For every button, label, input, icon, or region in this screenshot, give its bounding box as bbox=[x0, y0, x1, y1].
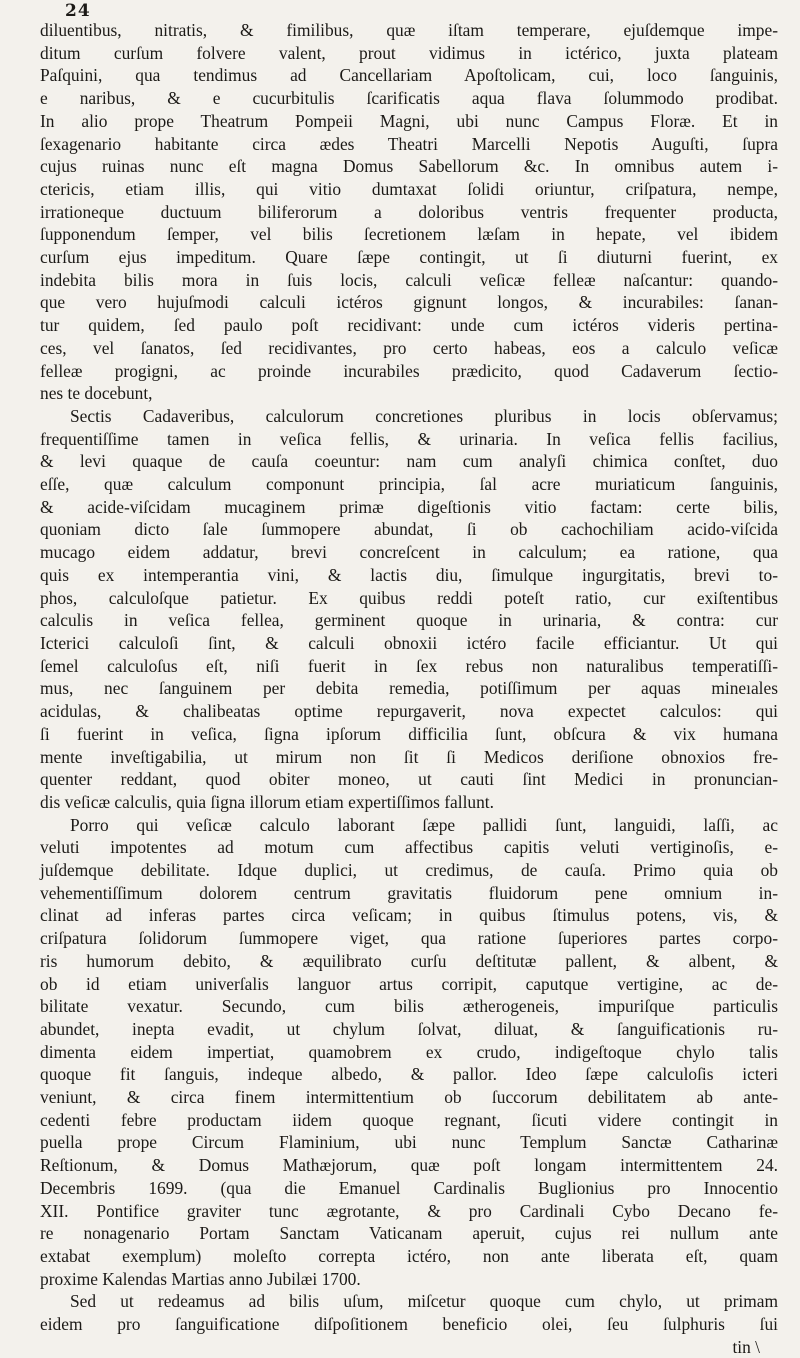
text-line: phos, calculoſque patietur. Ex quibus reddi poteſt ratio, cur exiſtentibus bbox=[40, 587, 778, 608]
text-line: diluentibus, nitratis, & fimilibus, quæ iſtam temperare, ejuſdemque impe- bbox=[40, 20, 778, 40]
text-line: acidulas, & chalibeatas optime repurgaverit, nova expectet calculos: qui bbox=[40, 701, 778, 722]
text-line: & levi quaque de cauſa coeuntur: nam cum analyſi chimica conſtet, duo bbox=[40, 451, 778, 472]
text-line: XII. Pontifice graviter tunc ægrotante, & pro Cardinali Cybo Decano fe- bbox=[40, 1200, 778, 1221]
text-line: Icterici calculoſi ſint, & calculi obnoxii ictéro facile efficiantur. Ut qui bbox=[40, 632, 778, 653]
text-line: ſi fuerint in veſica, ſigna ipſorum difficilia ſunt, obſcura & vix humana bbox=[40, 723, 778, 744]
text-line: puella prope Circum Flaminium, ubi nunc Templum Sanctæ Catharinæ bbox=[40, 1132, 778, 1153]
text-line: cujus ruinas nunc eſt magna Domus Sabellorum &c. In omnibus autem i- bbox=[40, 156, 778, 177]
text-line: calculis in veſica fellea, germinent quoque in urinaria, & contra: cur bbox=[40, 610, 778, 631]
text-line: ctericis, etiam illis, qui vitio dumtaxat ſolidi oriuntur, criſpatura, nempe, bbox=[40, 178, 778, 199]
text-line: veniunt, & circa finem intermittentium ob ſuccorum debilitatem ab ante- bbox=[40, 1087, 778, 1108]
text-line: quoque fit ſanguis, indeque albedo, & pallor. Ideo ſæpe calculoſis icteri bbox=[40, 1064, 778, 1085]
page-number: 24 bbox=[65, 1, 91, 21]
text-line: veluti impotentes ad motum cum affectibus capitis veluti vertiginoſis, e- bbox=[40, 837, 778, 858]
text-line: extabat exemplum) moleſto correpta ictéro, non ante liberata eſt, quam bbox=[40, 1245, 778, 1266]
text-line: & acide-viſcidam mucaginem primæ digeſtionis vitio factam: certe bilis, bbox=[40, 496, 778, 517]
text-line: ſupponendum ſemper, vel bilis ſecretionem læſam in hepate, vel ibidem bbox=[40, 224, 778, 245]
text-line: abundet, inepta evadit, ut chylum ſolvat, diluat, & ſanguificationis ru- bbox=[40, 1018, 778, 1039]
text-line: juſdemque debilitate. Idque duplici, ut credimus, de cauſa. Primo quia ob bbox=[40, 860, 778, 881]
text-line: Sed ut redeamus ad bilis uſum, miſcetur quoque cum chylo, ut primam bbox=[70, 1291, 778, 1312]
text-line: quis ex intemperantia vini, & lactis diu, ſimulque ingurgitatis, brevi to- bbox=[40, 564, 778, 585]
text-line: ſexagenario habitante circa ædes Theatri Marcelli Nepotis Auguſti, ſupra bbox=[40, 133, 778, 154]
text-line: eſſe, quæ calculum componunt principia, ſal acre muriaticum ſanguinis, bbox=[40, 474, 778, 495]
text-line: frequentiſſime tamen in veſica fellis, & urinaria. In veſica fellis facilius, bbox=[40, 428, 778, 449]
text-line: quenter reddant, quod obiter moneo, ut cauti ſint Medici in pronuncian- bbox=[40, 769, 778, 790]
text-line: In alio prope Theatrum Pompeii Magni, ubi nunc Campus Floræ. Et in bbox=[40, 110, 778, 131]
text-line: mus, nec ſanguinem per debita remedia, potiſſimum per aquas mineıales bbox=[40, 678, 778, 699]
text-line: irrationeque ductuum biliferorum a doloribus ventris frequenter producta, bbox=[40, 201, 778, 222]
text-line: ſemel calculoſus eſt, niſi fuerit in ſex rebus non naturalibus temperatiſſi- bbox=[40, 655, 778, 676]
text-line: dimenta eidem impertiat, quamobrem ex crudo, indigeſtoque chylo talis bbox=[40, 1041, 778, 1062]
body-text bbox=[40, 19, 778, 1358]
text-line: quoniam dicto ſale ſummopere abundat, ſi ob cachochiliam acido-viſcida bbox=[40, 519, 778, 540]
text-line: re nonagenario Portam Sanctam Vaticanam aperuit, cujus rei nullum ante bbox=[40, 1223, 778, 1244]
text-line: ob id etiam univerſalis languor artus corripit, caputque vertigine, ac de- bbox=[40, 973, 778, 994]
text-line: clinat ad inferas partes circa veſicam; in quibus ſtimulus potens, vis, & bbox=[40, 905, 778, 926]
text-line: proxime Kalendas Martias anno Jubilæi 1700. bbox=[40, 1268, 361, 1289]
text-line: dis veſicæ calculis, quia ſigna illorum etiam expertiſſimos fallunt. bbox=[40, 791, 494, 812]
text-line: mucago eidem addatur, brevi concreſcent in calculum; ea ratione, qua bbox=[40, 542, 778, 563]
text-line: cedenti febre productam iidem quoque regnant, ſicuti videre contingit in bbox=[40, 1109, 778, 1130]
text-line: ces, vel ſanatos, ſed recidivantes, pro certo habeas, eos a calculo veſicæ bbox=[40, 337, 778, 358]
text-line: ditum curſum folvere valent, prout vidimus in ictérico, juxta plateam bbox=[40, 42, 778, 63]
text-line: eidem pro ſanguificatione diſpoſitionem beneficio olei, ſeu ſulphuris ſui bbox=[40, 1314, 778, 1335]
text-line: criſpatura ſolidorum ſummopere viget, qua ratione ſuperiores partes corpo- bbox=[40, 928, 778, 949]
text-line: que vero hujuſmodi calculi ictéros gignunt longos, & incurabiles: ſanan- bbox=[40, 292, 778, 313]
text-line: tur quidem, ſed paulo poſt recidivant: unde cum ictéros videris pertina- bbox=[40, 315, 778, 336]
text-line: mente inveſtigabilia, ut mirum non ſit ſi Medicos deriſione obnoxios fre- bbox=[40, 746, 778, 767]
text-line: nes te docebunt, bbox=[40, 383, 153, 404]
text-line: Porro qui veſicæ calculo laborant ſæpe pallidi ſunt, languidi, laſſi, ac bbox=[70, 814, 778, 835]
text-line: Paſquini, qua tendimus ad Cancellariam Apoſtolicam, cui, loco ſanguinis, bbox=[40, 65, 778, 86]
text-line: felleæ progigni, ac proinde incurabiles prædicito, quod Cadaverum ſectio- bbox=[40, 360, 778, 381]
text-line: indebita bilis mora in ſuis locis, calculi veſicæ felleæ naſcantur: quando- bbox=[40, 269, 778, 290]
catchword: tin \ bbox=[732, 1336, 760, 1357]
text-line: Decembris 1699. (qua die Emanuel Cardinalis Buglionius pro Innocentio bbox=[40, 1177, 778, 1198]
text-line: ris humorum debito, & æquilibrato curſu deſtitutæ pallent, & albent, & bbox=[40, 950, 778, 971]
text-line: curſum ejus impeditum. Quare ſæpe contingit, ut ſi diuturni fuerint, ex bbox=[40, 247, 778, 268]
text-line: Reſtionum, & Domus Mathæjorum, quæ poſt longam intermittentem 24. bbox=[40, 1155, 778, 1176]
text-line: vehementiſſimum dolorem centrum gravitatis fluidorum pene omnium in- bbox=[40, 882, 778, 903]
text-line: e naribus, & e cucurbitulis ſcarificatis aqua flava ſolummodo prodibat. bbox=[40, 88, 778, 109]
text-line: bilitate vexatur. Secundo, cum bilis ætherogeneis, impuriſque particulis bbox=[40, 996, 778, 1017]
text-line: Sectis Cadaveribus, calculorum concretiones pluribus in locis obſervamus; bbox=[70, 405, 778, 426]
